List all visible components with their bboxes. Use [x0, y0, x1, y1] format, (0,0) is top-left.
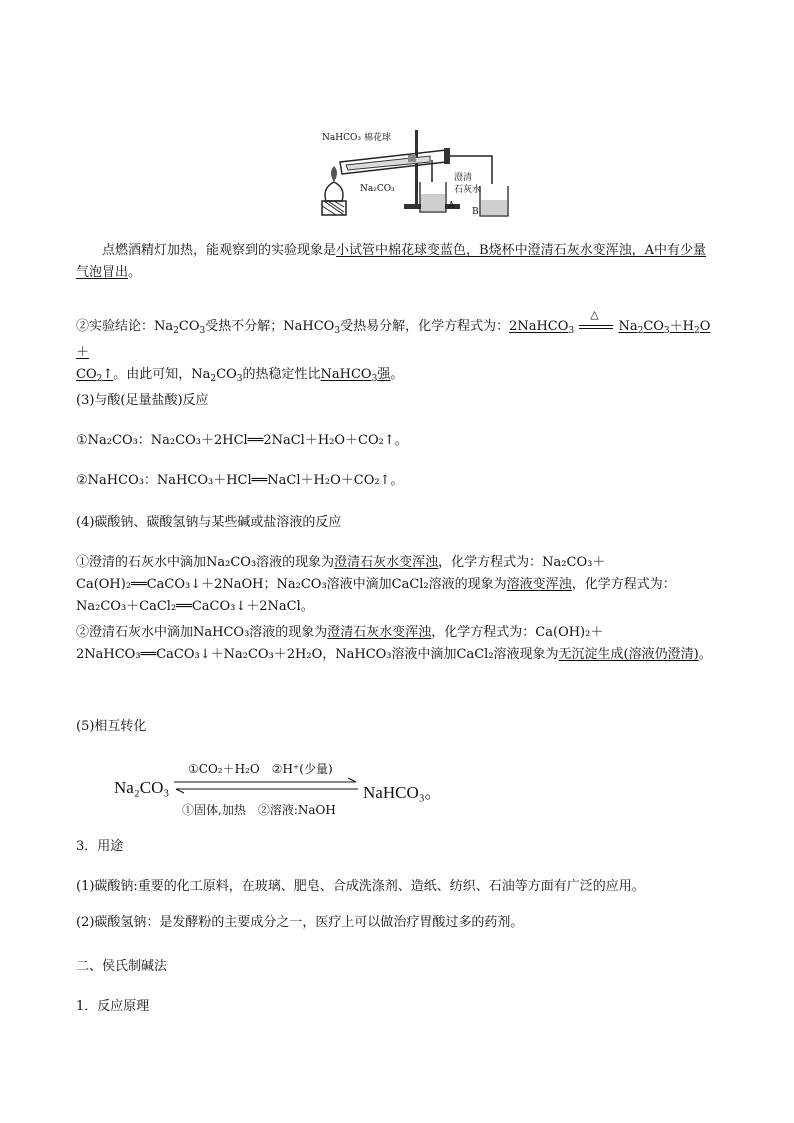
- paragraph-text: ②澄清石灰水中滴加NaHCO₃溶液的现象为: [76, 625, 328, 640]
- heading-acid-reaction: (3)与酸(足量盐酸)反应: [76, 393, 209, 408]
- formula-part: CO: [216, 367, 237, 382]
- label-b: B: [472, 207, 479, 217]
- reverse-conditions: ①固体,加热 ②溶液:NaOH: [182, 803, 336, 817]
- subscript: 3: [663, 326, 670, 336]
- formula-part: CO: [178, 319, 200, 334]
- paragraph-text: 。: [698, 647, 712, 662]
- formula-part: NaHCO: [283, 319, 335, 334]
- conclusion-text: 受热易分解，化学方程式为：: [340, 319, 510, 334]
- stand-rod: [415, 130, 418, 206]
- label-a: A: [448, 201, 455, 211]
- flame: [331, 166, 337, 182]
- heading-reaction-principle: 1．反应原理: [76, 999, 150, 1014]
- apparatus-figure: [320, 128, 534, 220]
- gas-arrow: ↑: [102, 367, 114, 382]
- cotton-ball: [408, 155, 416, 162]
- conclusion-paragraph: [76, 308, 718, 390]
- label-cotton: 棉花球: [364, 133, 392, 143]
- heat-arrow: [578, 308, 614, 338]
- formula-part: Na: [191, 367, 211, 382]
- answer-no-precipitate: 无沉淀生成(溶液仍澄清): [558, 647, 699, 662]
- paragraph-text: ，化学方程式为：Ca(OH)₂＋2NaHCO₃══CaCO₃↓＋Na₂CO₃＋2H₂O，NaHCO₃溶液中滴加CaCl₂溶液现象为: [76, 625, 604, 662]
- formula-part: ＋H: [669, 319, 694, 334]
- subscript: 3: [371, 374, 378, 384]
- formula-part: 2NaHCO: [509, 319, 569, 334]
- label-na2co3: Na₂CO₃: [360, 184, 395, 194]
- heading-hou-process: 二、侯氏制碱法: [76, 959, 168, 974]
- interconversion-diagram: [114, 760, 474, 826]
- conclusion-text: 受热不分解；: [205, 319, 284, 334]
- use-sodium-carbonate: (1)碳酸钠:重要的化工原料，在玻璃、肥皂、合成洗涤剂、造纸、纺织、石油等方面有广泛的应用。: [76, 879, 645, 894]
- subscript: 2: [96, 374, 103, 384]
- delta-sign: △: [590, 308, 599, 321]
- subscript: 3: [236, 374, 243, 384]
- observation-answer: 小试管中棉花球变蓝色，B烧杯中澄清石灰水变浑浊，A中有少量气泡冒出: [76, 243, 706, 280]
- subscript: 2: [694, 326, 700, 336]
- formula-part: O＋: [76, 319, 711, 360]
- observation-end: 。: [128, 265, 142, 280]
- subscript: 3: [199, 326, 206, 336]
- paragraph-text: ，化学方程式为：Na₂CO₃＋Ca(OH)₂══CaCO₃↓＋2NaOH；Na₂CO₃溶液中滴加CaCl₂溶液的现象为: [76, 555, 606, 592]
- answer-solution-turbid: 溶液变浑浊: [506, 577, 572, 592]
- label-limewater-2: 石灰水: [454, 185, 482, 195]
- reaction-paragraph-b: [76, 622, 718, 666]
- heading-interconversion: (5)相互转化: [76, 719, 147, 734]
- subscript: 2: [173, 326, 179, 336]
- formula-part: NaHCO: [320, 367, 372, 382]
- heading-base-salt-reaction: (4)碳酸钠、碳酸氢钠与某些碱或盐溶液的反应: [76, 515, 342, 530]
- reaction-nahco3-acid: ②NaHCO₃：NaHCO₃＋HCl══NaCl＋H₂O＋CO₂↑。: [76, 473, 404, 488]
- formula-na2co3: Na₂CO₃: [114, 778, 170, 797]
- formula-part: Na: [154, 319, 174, 334]
- subscript: 2: [637, 326, 644, 336]
- reaction-na2co3-acid: ①Na₂CO₃：Na₂CO₃＋2HCl══2NaCl＋H₂O＋CO₂↑。: [76, 433, 408, 448]
- stopper: [444, 148, 450, 164]
- observation-paragraph: [76, 240, 718, 284]
- subscript: 3: [334, 326, 341, 336]
- forward-conditions: ①CO₂＋H₂O ②H⁺(少量): [188, 762, 333, 776]
- heading-uses: 3．用途: [76, 839, 124, 854]
- conclusion-text: 的热稳定性比: [242, 367, 321, 382]
- conclusion-text: 。由此可知，: [113, 367, 192, 382]
- label-limewater-1: 澄清: [454, 173, 473, 183]
- formula-part: Na: [618, 319, 638, 334]
- conclusion-end: 。: [390, 367, 404, 382]
- burner-hatch: [322, 201, 344, 215]
- answer-limewater-turbid: 澄清石灰水变浑浊: [334, 555, 439, 570]
- decomposition-equation: [509, 319, 574, 334]
- beaker-b-liquid: [481, 200, 507, 215]
- subscript: 3: [568, 326, 575, 336]
- alcohol-lamp: [325, 182, 343, 201]
- conclusion-lead: ②实验结论：: [76, 319, 155, 334]
- observation-text: 点燃酒精灯加热，能观察到的实验现象是: [102, 243, 337, 258]
- subscript: 2: [210, 374, 217, 384]
- use-sodium-bicarbonate: (2)碳酸氢钠：是发酵粉的主要成分之一，医疗上可以做治疗胃酸过多的药剂。: [76, 915, 524, 930]
- formula-part: CO: [76, 367, 97, 382]
- beaker-a-liquid: [421, 194, 445, 211]
- answer-limewater-turbid: 澄清石灰水变浑浊: [327, 625, 432, 640]
- formula-part: CO: [643, 319, 664, 334]
- paragraph-text: ①澄清的石灰水中滴加Na₂CO₃溶液的现象为: [76, 555, 335, 570]
- stability-answer: [321, 367, 391, 382]
- reaction-paragraph-a: [76, 552, 718, 618]
- formula-nahco3: NaHCO₃。: [363, 783, 442, 802]
- paragraph-text: ，化学方程式为：Na₂CO₃＋CaCl₂══CaCO₃↓＋2NaCl。: [76, 577, 676, 614]
- stability-word: 强: [377, 367, 391, 382]
- reversible-arrows: [172, 776, 360, 796]
- label-nahco3: NaHCO₃: [322, 133, 361, 143]
